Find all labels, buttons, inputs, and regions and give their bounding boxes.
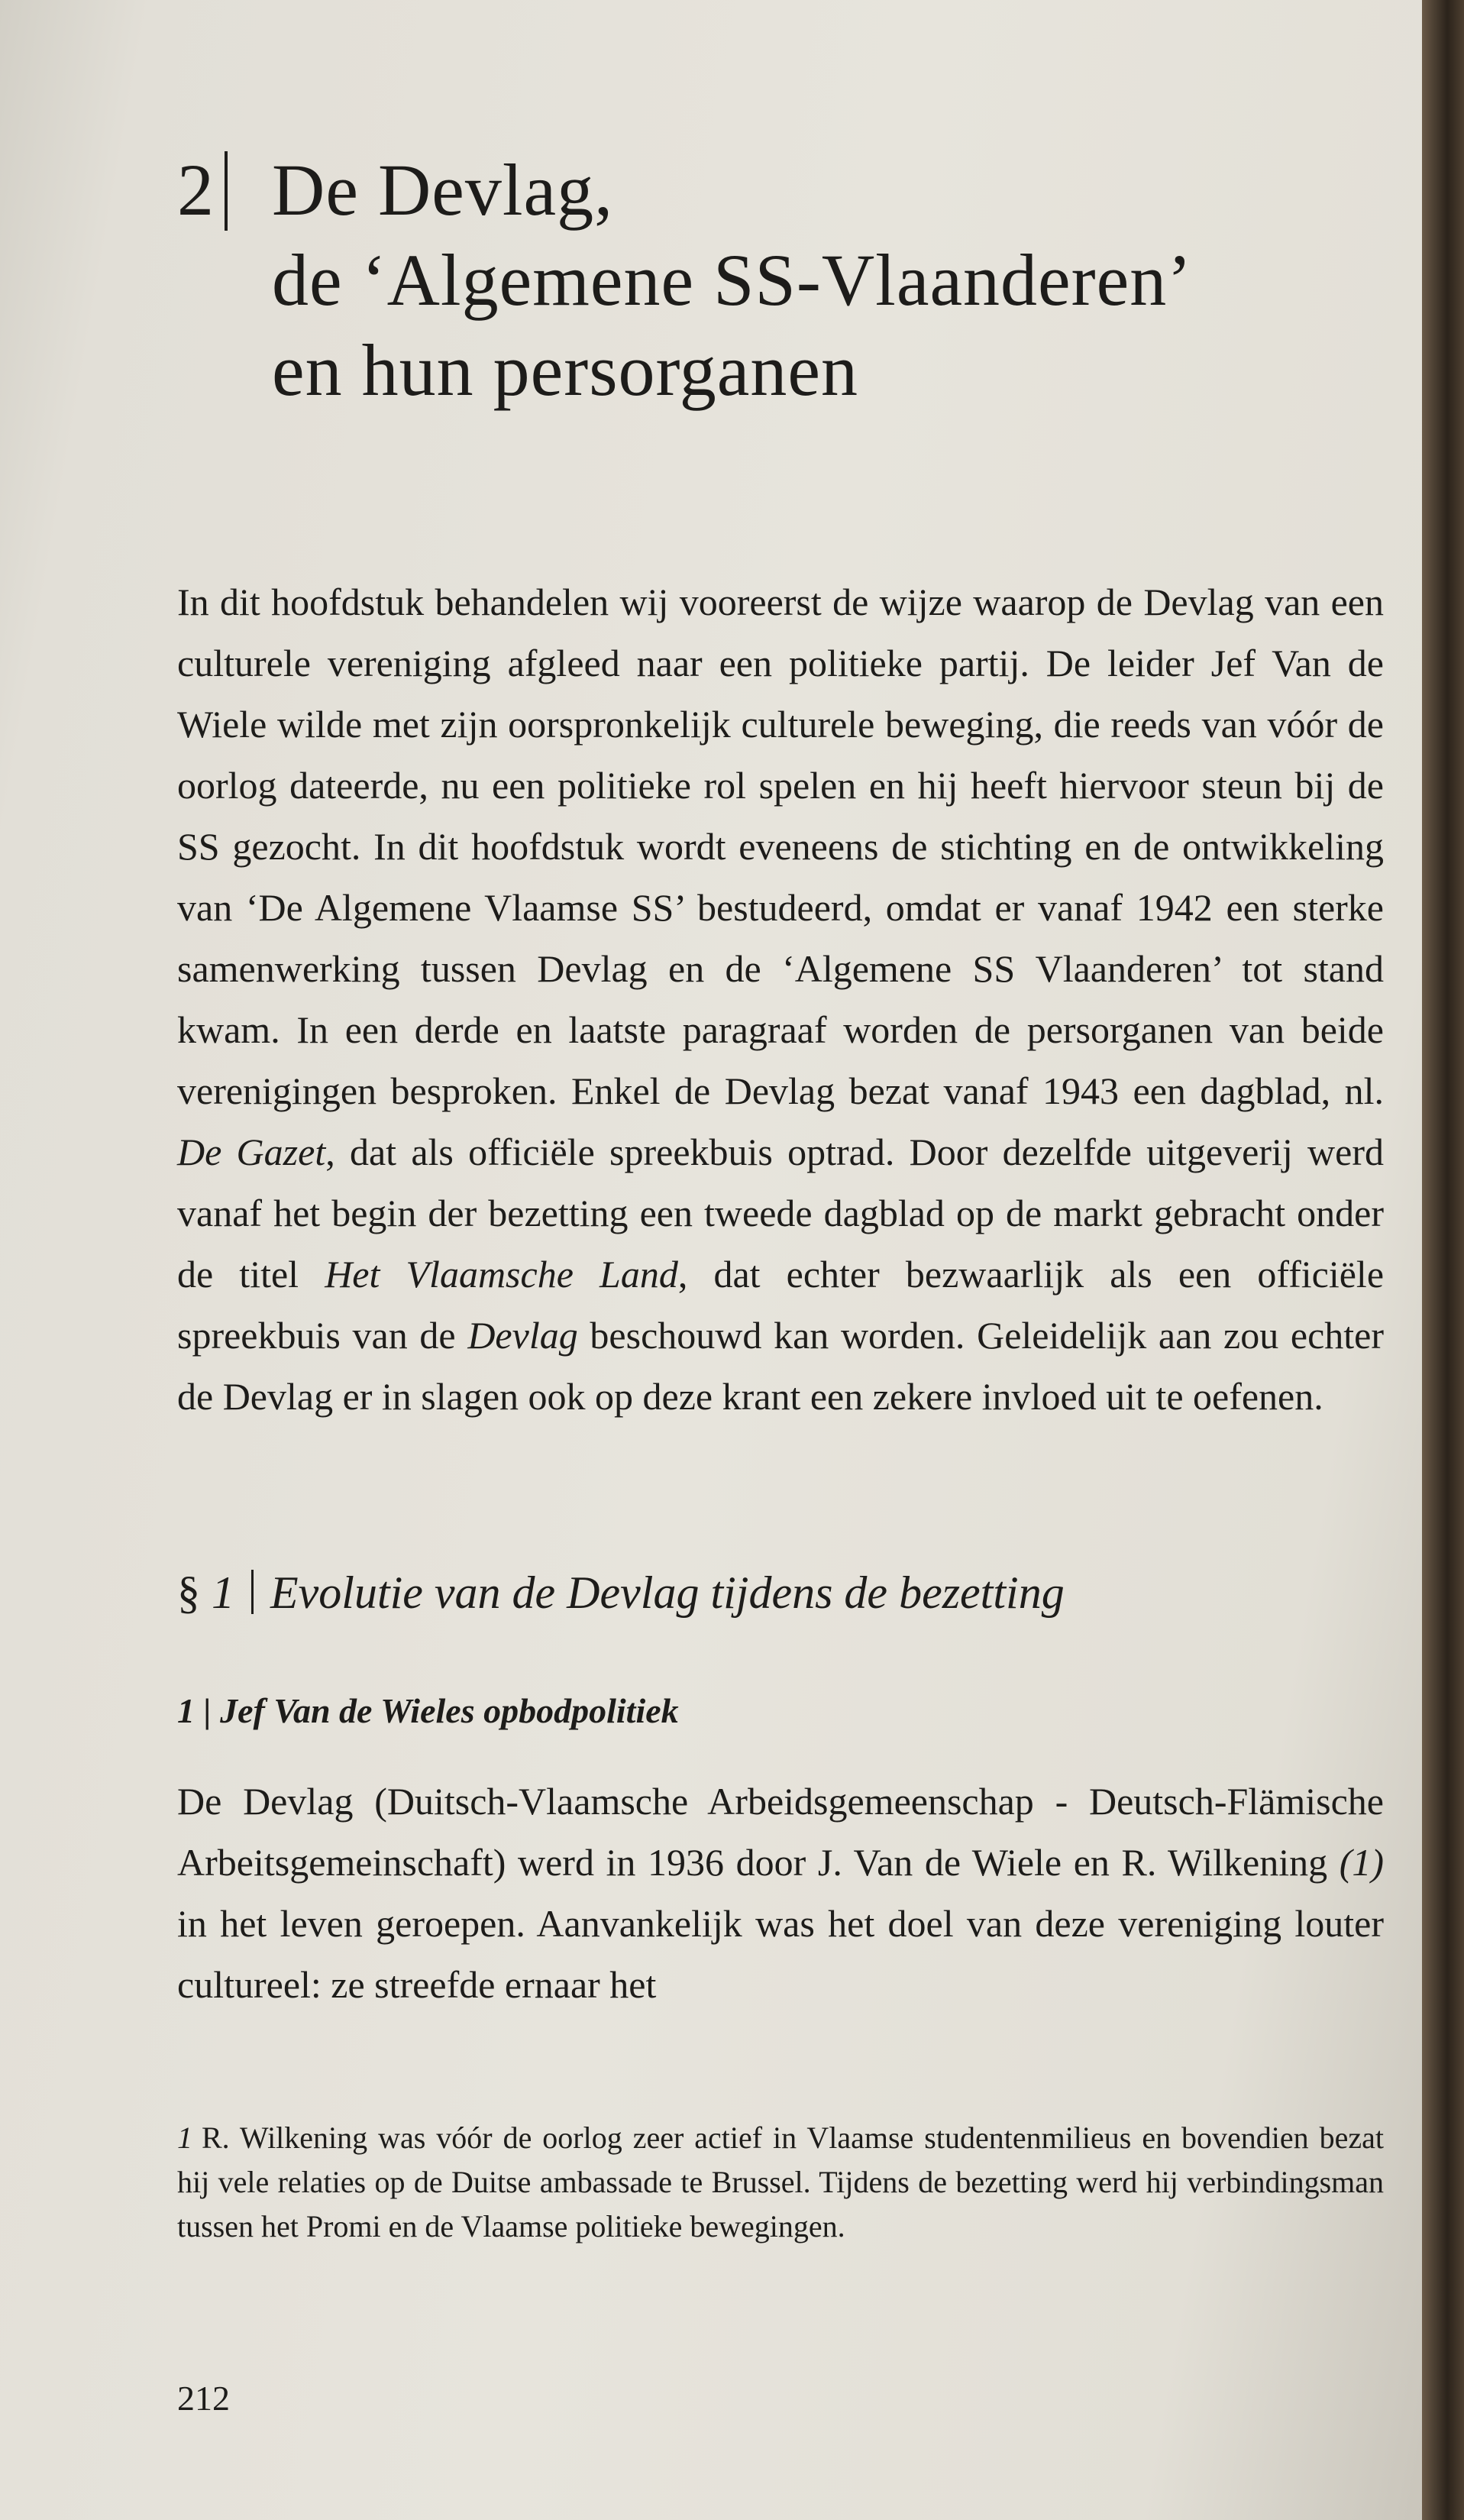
- footnote-mark: 1: [177, 2120, 192, 2155]
- intro-paragraph: [177, 571, 1384, 1427]
- section-number: 1: [212, 1567, 234, 1618]
- intro-text-2: , dat als officiële spreekbuis optrad. Door dezelfde uitgeverij werd vanaf het begin der bezetting een tweede dagblad op de markt gebracht onder de titel: [177, 1131, 1385, 1296]
- section-divider: [251, 1570, 254, 1614]
- section-symbol: §: [177, 1567, 200, 1618]
- body-text-1: De Devlag (Duitsch-Vlaamsche Arbeidsgemeenschap - Deutsch-Flämische Arbeitsgemeinschaft) werd in 1936 door J. Van de Wiele en R. Wilkening: [177, 1780, 1384, 1884]
- chapter-divider: [225, 151, 228, 231]
- body-paragraph: [177, 1771, 1384, 2015]
- intro-text-3: , dat echter bezwaarlijk als een officiële spreekbuis van de: [177, 1253, 1385, 1357]
- chapter-title: [272, 145, 1192, 416]
- chapter-title-line-3: en hun persorganen: [272, 329, 858, 411]
- intro-title-de-gazet: De Gazet: [177, 1131, 326, 1173]
- section-heading: [177, 1562, 1384, 1623]
- footnote-text: R. Wilkening was vóór de oorlog zeer actief in Vlaamse studentenmilieus en bovendien bezat hij vele relaties op de Duitse ambassade te Brussel. Tijdens de bezetting werd hij verbindingsman tussen het Promi en de Vlaamse politieke bewegingen.: [177, 2120, 1384, 2243]
- body-text-2: in het leven geroepen. Aanvankelijk was het doel van deze vereniging louter cultureel: ze streefde ernaar het: [177, 1902, 1384, 2006]
- subsection-heading: 1 | Jef Van de Wieles opbodpolitiek: [177, 1691, 679, 1730]
- chapter-number: 2: [177, 149, 215, 231]
- chapter-title-line-1: De Devlag,: [272, 149, 614, 231]
- footnote: [177, 2116, 1384, 2249]
- chapter-title-line-2: de ‘Algemene SS-Vlaanderen’: [272, 239, 1193, 321]
- intro-title-het-vlaamsche-land: Het Vlaamsche Land: [325, 1253, 678, 1296]
- intro-italic-devlag: Devlag: [467, 1314, 578, 1357]
- section-title: Evolutie van de Devlag tijdens de bezetting: [270, 1567, 1065, 1618]
- book-spine-edge: [1422, 0, 1464, 2520]
- page-number: 212: [177, 2379, 230, 2418]
- intro-text-1: In dit hoofdstuk behandelen wij vooreerst de wijze waarop de Devlag van een culturele vereniging afgleed naar een politieke partij. De leider Jef Van de Wiele wilde met zijn oorspronkelijk culturele beweging, die reeds van vóór de oorlog dateerde, nu een politieke rol spelen en hij heeft hiervoor steun bij de SS gezocht. In dit hoofdstuk wordt eveneens de stichting en de ontwikkeling van ‘De Algemene Vlaamse SS’ bestudeerd, omdat er vanaf 1942 een sterke samenwerking tussen Devlag en de ‘Algemene SS Vlaanderen’ tot stand kwam. In een derde en laatste paragraaf worden de persorganen van beide verenigingen besproken. Enkel de Devlag bezat vanaf 1943 een dagblad, nl.: [177, 581, 1384, 1112]
- footnote-reference: (1): [1339, 1841, 1385, 1884]
- intro-text-4: beschouwd kan worden. Geleidelijk aan zou echter de Devlag er in slagen ook op deze krant een zekere invloed uit te oefenen.: [177, 1314, 1385, 1418]
